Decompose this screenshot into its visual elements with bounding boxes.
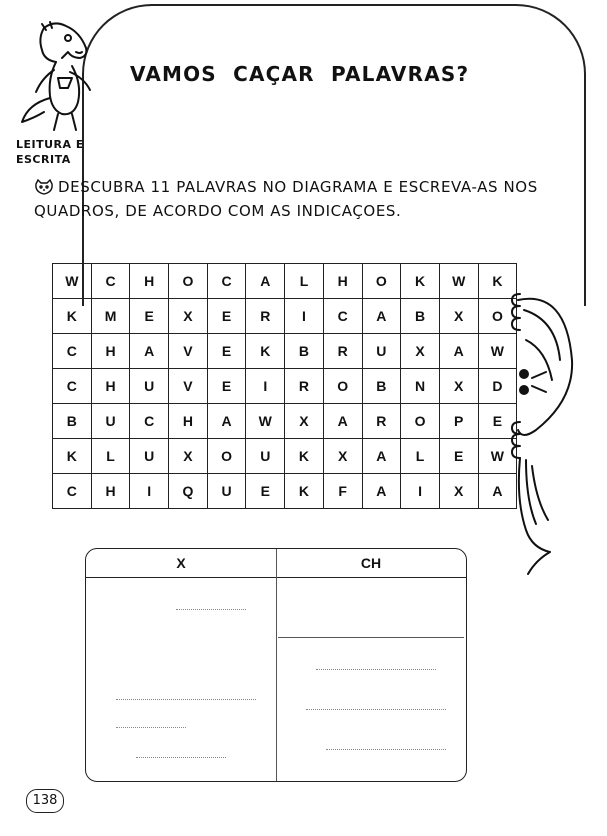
write-line[interactable] (316, 669, 436, 670)
grid-cell[interactable]: C (207, 264, 246, 299)
grid-cell[interactable]: L (91, 439, 130, 474)
grid-cell[interactable]: U (91, 404, 130, 439)
grid-cell[interactable]: E (130, 299, 169, 334)
grid-cell[interactable]: Q (169, 474, 208, 509)
grid-row (53, 369, 517, 404)
grid-cell[interactable]: H (91, 369, 130, 404)
grid-cell[interactable]: O (362, 264, 401, 299)
grid-cell[interactable]: R (323, 334, 362, 369)
grid-cell[interactable]: I (246, 369, 285, 404)
grid-cell[interactable]: U (362, 334, 401, 369)
grid-cell[interactable]: H (323, 264, 362, 299)
column-header-ch: CH (360, 555, 382, 571)
section-label-line2: ESCRITA (16, 153, 71, 166)
grid-cell[interactable]: C (53, 474, 92, 509)
grid-cell[interactable]: C (53, 334, 92, 369)
grid-cell[interactable]: X (401, 334, 440, 369)
grid-cell[interactable]: B (285, 334, 324, 369)
grid-cell[interactable]: U (246, 439, 285, 474)
grid-cell[interactable]: A (439, 334, 478, 369)
grid-cell[interactable]: B (362, 369, 401, 404)
grid-cell[interactable]: K (246, 334, 285, 369)
section-label-line1: LEITURA E (16, 138, 84, 151)
grid-cell[interactable]: H (130, 264, 169, 299)
grid-cell[interactable]: E (207, 334, 246, 369)
grid-cell[interactable]: M (91, 299, 130, 334)
word-search-grid (52, 263, 517, 509)
answer-box (85, 548, 467, 782)
grid-cell[interactable]: I (401, 474, 440, 509)
grid-cell[interactable]: A (207, 404, 246, 439)
instructions-line1: DESCUBRA 11 PALAVRAS NO DIAGRAMA E ESCREVA-AS NOS (58, 178, 538, 196)
grid-cell[interactable]: K (53, 439, 92, 474)
grid-cell[interactable]: F (323, 474, 362, 509)
grid-cell[interactable]: W (478, 439, 517, 474)
write-line[interactable] (176, 609, 246, 610)
grid-cell[interactable]: D (478, 369, 517, 404)
grid-cell[interactable]: A (362, 439, 401, 474)
grid-cell[interactable]: W (246, 404, 285, 439)
grid-cell[interactable]: O (401, 404, 440, 439)
girl-with-braid-icon (496, 280, 576, 580)
horse-mascot-icon (14, 18, 104, 136)
grid-cell[interactable]: L (285, 264, 324, 299)
grid-cell[interactable]: X (439, 299, 478, 334)
grid-cell[interactable]: C (53, 369, 92, 404)
grid-cell[interactable]: K (285, 439, 324, 474)
grid-cell[interactable]: X (439, 474, 478, 509)
grid-cell[interactable]: O (323, 369, 362, 404)
section-label (16, 137, 116, 167)
grid-row (53, 474, 517, 509)
grid-cell[interactable]: N (401, 369, 440, 404)
grid-cell[interactable]: R (285, 369, 324, 404)
ch-column-divider (278, 637, 464, 638)
grid-cell[interactable]: A (130, 334, 169, 369)
grid-cell[interactable]: E (246, 474, 285, 509)
grid-cell[interactable]: K (401, 264, 440, 299)
write-line[interactable] (116, 699, 256, 700)
grid-cell[interactable]: R (362, 404, 401, 439)
grid-cell[interactable]: B (53, 404, 92, 439)
grid-cell[interactable]: U (130, 439, 169, 474)
grid-cell[interactable]: A (323, 404, 362, 439)
grid-cell[interactable]: O (478, 299, 517, 334)
grid-cell[interactable]: C (130, 404, 169, 439)
grid-cell[interactable]: O (169, 264, 208, 299)
grid-cell[interactable]: H (91, 334, 130, 369)
grid-cell[interactable]: A (246, 264, 285, 299)
grid-cell[interactable]: L (401, 439, 440, 474)
grid-row (53, 299, 517, 334)
grid-cell[interactable]: U (207, 474, 246, 509)
grid-cell[interactable]: V (169, 334, 208, 369)
grid-row (53, 334, 517, 369)
page-number: 138 (26, 789, 64, 813)
instructions (34, 175, 594, 223)
grid-cell[interactable]: H (169, 404, 208, 439)
grid-row (53, 404, 517, 439)
grid-row (53, 439, 517, 474)
grid-cell[interactable]: I (130, 474, 169, 509)
grid-cell[interactable]: E (478, 404, 517, 439)
grid-cell[interactable]: U (130, 369, 169, 404)
grid-cell[interactable]: V (169, 369, 208, 404)
grid-cell[interactable]: X (169, 439, 208, 474)
write-line[interactable] (326, 749, 446, 750)
write-line[interactable] (136, 757, 226, 758)
grid-cell[interactable]: E (439, 439, 478, 474)
grid-cell[interactable]: A (478, 474, 517, 509)
column-header-x: X (176, 555, 186, 571)
grid-cell[interactable]: W (439, 264, 478, 299)
grid-cell[interactable]: X (285, 404, 324, 439)
grid-cell[interactable]: X (439, 369, 478, 404)
grid-cell[interactable]: C (323, 299, 362, 334)
grid-cell[interactable]: O (207, 439, 246, 474)
page-title: VAMOS CAÇAR PALAVRAS? (130, 62, 470, 86)
grid-cell[interactable]: X (323, 439, 362, 474)
write-line[interactable] (116, 727, 186, 728)
grid-cell[interactable]: K (478, 264, 517, 299)
grid-cell[interactable]: X (169, 299, 208, 334)
grid-cell[interactable]: A (362, 299, 401, 334)
grid-cell[interactable]: B (401, 299, 440, 334)
grid-cell[interactable]: W (478, 334, 517, 369)
grid-cell[interactable]: P (439, 404, 478, 439)
grid-cell[interactable]: I (285, 299, 324, 334)
grid-cell[interactable]: E (207, 299, 246, 334)
grid-cell[interactable]: R (246, 299, 285, 334)
grid-cell[interactable]: K (285, 474, 324, 509)
instructions-line2: QUADROS, DE ACORDO COM AS INDICAÇOES. (34, 202, 402, 220)
page-frame-arc (82, 4, 586, 306)
grid-cell[interactable]: K (53, 299, 92, 334)
grid-row (53, 264, 517, 299)
grid-cell[interactable]: W (53, 264, 92, 299)
cat-face-icon (34, 179, 54, 195)
column-divider (276, 549, 277, 781)
grid-cell[interactable]: E (207, 369, 246, 404)
grid-cell[interactable]: A (362, 474, 401, 509)
grid-cell[interactable]: H (91, 474, 130, 509)
write-line[interactable] (306, 709, 446, 710)
grid-cell[interactable]: C (91, 264, 130, 299)
